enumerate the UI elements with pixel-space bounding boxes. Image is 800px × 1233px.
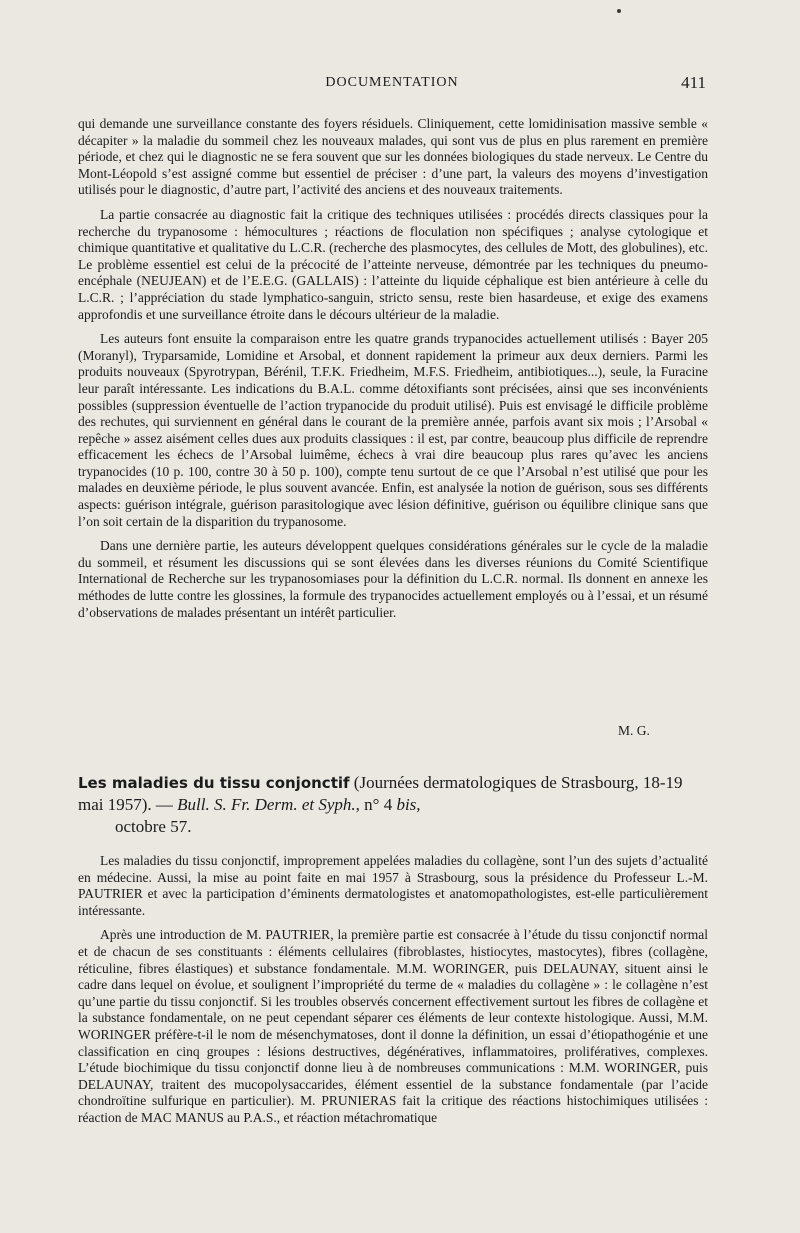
page-number: 411 bbox=[681, 73, 706, 92]
journal-name: Bull. S. Fr. Derm. et Syph. bbox=[177, 795, 356, 814]
reviewer-signature: M. G. bbox=[618, 723, 650, 738]
print-speck bbox=[617, 9, 621, 13]
paragraph: qui demande une surveillance constante des foyers résiduels. Cliniquement, cette lomidinisation massive semble « décapiter » la maladie du sommeil chez les nouveaux malades, qui sont vus de plus en plus rarement en première période, et chez qui le diagnostic ne se fera souvent que sur les données biologiques du stade nerveux. Le Centre du Mont-Léopold s’est assigné comme but essentiel de préciser : d’une part, la valeurs des moyens d’investigation utilisés pour le diagnostic, d’autre part, l’activité des anciens et des nouveaux traitements. bbox=[78, 116, 708, 198]
page-header bbox=[78, 75, 706, 97]
issue-suffix: bis, bbox=[396, 795, 421, 814]
article-heading bbox=[78, 772, 708, 838]
article-title: Les maladies du tissu conjonctif bbox=[78, 774, 350, 792]
running-title: DOCUMENTATION bbox=[325, 75, 459, 90]
article-review bbox=[78, 853, 708, 1127]
article-date: octobre 57. bbox=[115, 817, 192, 836]
paragraph: Après une introduction de M. PAUTRIER, la première partie est consacrée à l’étude du tissu conjonctif normal et de chacun de ses constituants : éléments cellulaires (fibroblastes, histiocytes, mastocytes), fibres (collagène, réticuline, fibres élastiques) et substance fondamentale. M.M. WORINGER, puis DELAUNAY, situent ainsi le cadre dans lequel on évolue, et soulignent l’impropriété du terme de « maladies du collagène » : le collagène n’est qu’une partie du tissu conjonctif. Si les troubles observés concernent effectivement surtout les fibres de collagène et la substance fondamentale, on ne peut cependant séparer ces éléments de leur contexte histologique. Aussi, M.M. WORINGER préfère-t-il le nom de mésenchymatoses, dont il donne la définition, un essai d’étiopathogénie et une classification en cinq groupes : lésions destructives, dégénératives, inflammatoires, prolifératives, complexes. L’étude biochimique du tissu conjonctif donne lieu à de nombreuses communications : M.M. WORINGER, puis DELAUNAY, traitent des mucopolysaccarides, élément essentiel de la substance fondamentale (par l’acide chondroïtine sulfurique en particulier). M. PRUNIERAS fait la critique des réactions histochimiques utilisées : réaction de MAC MANUS au P.A.S., et réaction métachromatique bbox=[78, 927, 708, 1125]
article-title-details: (Journées dermatologiques de Strasbourg, 18-19 mai 1957). — bbox=[78, 773, 683, 814]
journal-issue: , n° 4 bbox=[355, 795, 393, 814]
paragraph: Dans une dernière partie, les auteurs développent quelques considérations générales sur le cycle de la maladie du sommeil, et résument les discussions qui se sont élevées dans les diverses réunions du Comité Scientifique International de Recherche sur les trypanosomiases pour la définition du L.C.R. normal. Ils donnent en annexe les méthodes de lutte contre les glossines, la formule des trypanocides actuellement employés ou à l’essai, et un résumé d’observations de malades présentant un intérêt particulier. bbox=[78, 538, 708, 620]
review-continuation bbox=[78, 116, 708, 621]
paragraph: La partie consacrée au diagnostic fait la critique des techniques utilisées : procédés directs classiques pour la recherche du trypanosome : hémocultures ; réactions de floculation non spécifiques ; analyse cytologique et chimique quantitative et qualitative du L.C.R. (recherche des plasmocytes, des cellules de Mott, des globulines), etc. Le problème essentiel est celui de la précocité de l’atteinte nerveuse, démontrée par les techniques du pneumo-encéphale (NEUJEAN) et de l’E.E.G. (GALLAIS) : l’atteinte du liquide céphalique est bien antérieure à celle du L.C.R. ; l’appréciation du stade lymphatico-sanguin, stricto sensu, reste bien hasardeuse, et exige des examens approfondis et une surveillance étroite dans le décours ultérieur de la maladie. bbox=[78, 206, 708, 322]
paragraph: Les maladies du tissu conjonctif, improprement appelées maladies du collagène, sont l’un des sujets d’actualité en médecine. Aussi, la mise au point faite en mai 1957 à Strasbourg, sous la présidence du Professeur L.-M. PAUTRIER et avec la participation d’éminents dermatologistes et anatomopathologistes, est-elle particulièrement intéressante. bbox=[78, 853, 708, 918]
paragraph: Les auteurs font ensuite la comparaison entre les quatre grands trypanocides actuellement utilisés : Bayer 205 (Moranyl), Tryparsamide, Lomidine et Arsobal, et donnent rapidement la primeur aux deux derniers. Parmi les produits nouveaux (Spyrotrypan, Bérénil, T.F.K. Friedheim, M.F.S. Friedheim, antibiotiques...), seule, la Furacine leur paraît intéressante. Les indications du B.A.L. comme détoxifiants sont précisées, ainsi que ses inconvénients possibles (suppression éventuelle de l’action trypanocide du produit utilisé). Puis est envisagé le difficile problème des rechutes, qui surviennent en général dans le courant de la première année, parfois avant six mois ; l’Arsobal « repêche » assez aisément celles dues aux produits classiques : il est, par contre, beaucoup plus difficile de reprendre efficacement les échecs de l’Arsobal luimême, échecs à vrai dire beaucoup plus rares qu’avec les anciens trypanocides (10 p. 100, contre 30 à 50 p. 100), compte tenu surtout de ce que l’Arsobal n’est utilisé que pour les malades en deuxième période, le plus souvent avancée. Enfin, est analysée la notion de guérison, sous ses différents aspects: guérison intégrale, guérison parasitologique avec lésion définitive, guérison ou équilibre clinique sans que l’on soit certain de la disparition du trypanosome. bbox=[78, 331, 708, 529]
